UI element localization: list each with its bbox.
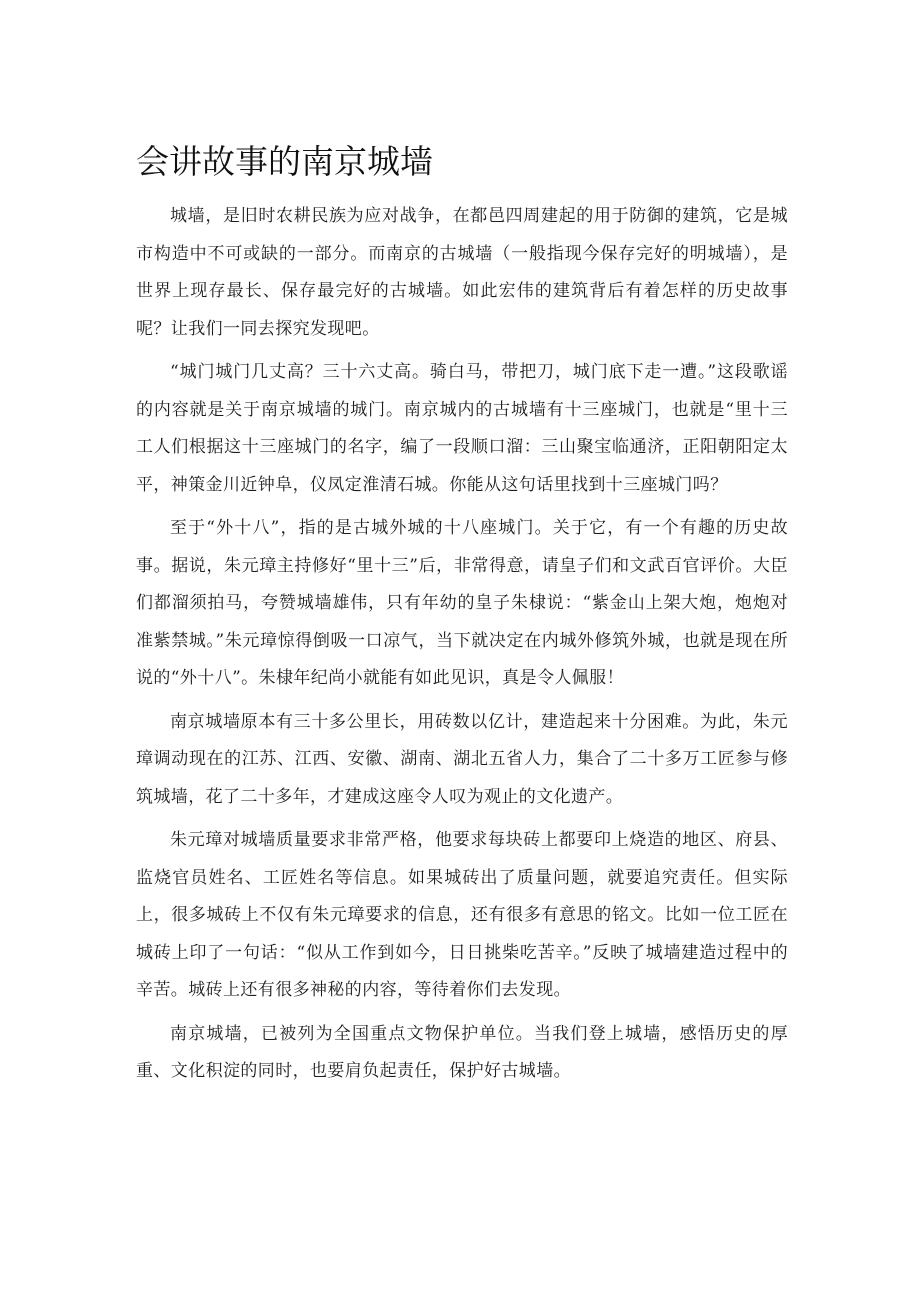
document-title: 会讲故事的南京城墙: [136, 142, 433, 181]
paragraph-city-gates-ballad: “城门城门几丈高？三十六丈高。骑白马，带把刀，城门底下走一遭。”这段歌谣的内容就是关于南京城墙的城门。南京城内的古城墙有十三座城门，也就是“里十三工人们根据这十三座城门的名字，编了一段顺口溜：三山聚宝临通济，正阳朝阳定太平，神策金川近钟阜，仪凤定淮清石城。你能从这句话里找到十三座城门吗？: [136, 362, 788, 495]
paragraph-conclusion: 南京城墙，已被列为全国重点文物保护单位。当我们登上城墙，感悟历史的厚重、文化积淀的同时，也要肩负起责任，保护好古城墙。: [136, 1023, 788, 1081]
paragraph-brick-inscriptions: 朱元璋对城墙质量要求非常严格，他要求每块砖上都要印上烧造的地区、府县、监烧官员姓名、工匠姓名等信息。如果城砖出了质量问题，就要追究责任。但实际上，很多城砖上不仅有朱元璋要求的信息，还有很多有意思的铭文。比如一位工匠在城砖上印了一句话：“似从工作到如今，日日挑柴吃苦辛。”反映了城墙建造过程中的辛苦。城砖上还有很多神秘的内容，等待着你们去发现。: [136, 830, 788, 1000]
paragraph-outer-eighteen: 至于“外十八”，指的是古城外城的十八座城门。关于它，有一个有趣的历史故事。据说，朱元璋主持修好“里十三”后，非常得意，请皇子们和文武百官评价。大臣们都溜须拍马，夸赞城墙雄伟，只有年幼的皇子朱棣说：“紫金山上架大炮，炮炮对准紫禁城。”朱元璋惊得倒吸一口凉气，当下就决定在内城外修筑外城，也就是现在所说的“外十八”。朱棣年纪尚小就能有如此见识，真是令人佩服！: [136, 518, 788, 688]
paragraph-intro: 城墙，是旧时农耕民族为应对战争，在都邑四周建起的用于防御的建筑，它是城市构造中不可或缺的一部分。而南京的古城墙（一般指现今保存完好的明城墙），是世界上现存最长、保存最完好的古城墙。如此宏伟的建筑背后有着怎样的历史故事呢？让我们一同去探究发现吧。: [136, 206, 788, 339]
document-body: [136, 198, 788, 1097]
paragraph-construction: 南京城墙原本有三十多公里长，用砖数以亿计，建造起来十分困难。为此，朱元璋调动现在的江苏、江西、安徽、湖南、湖北五省人力，集合了二十多万工匠参与修筑城墙，花了二十多年，才建成这座令人叹为观止的文化遗产。: [136, 711, 788, 807]
